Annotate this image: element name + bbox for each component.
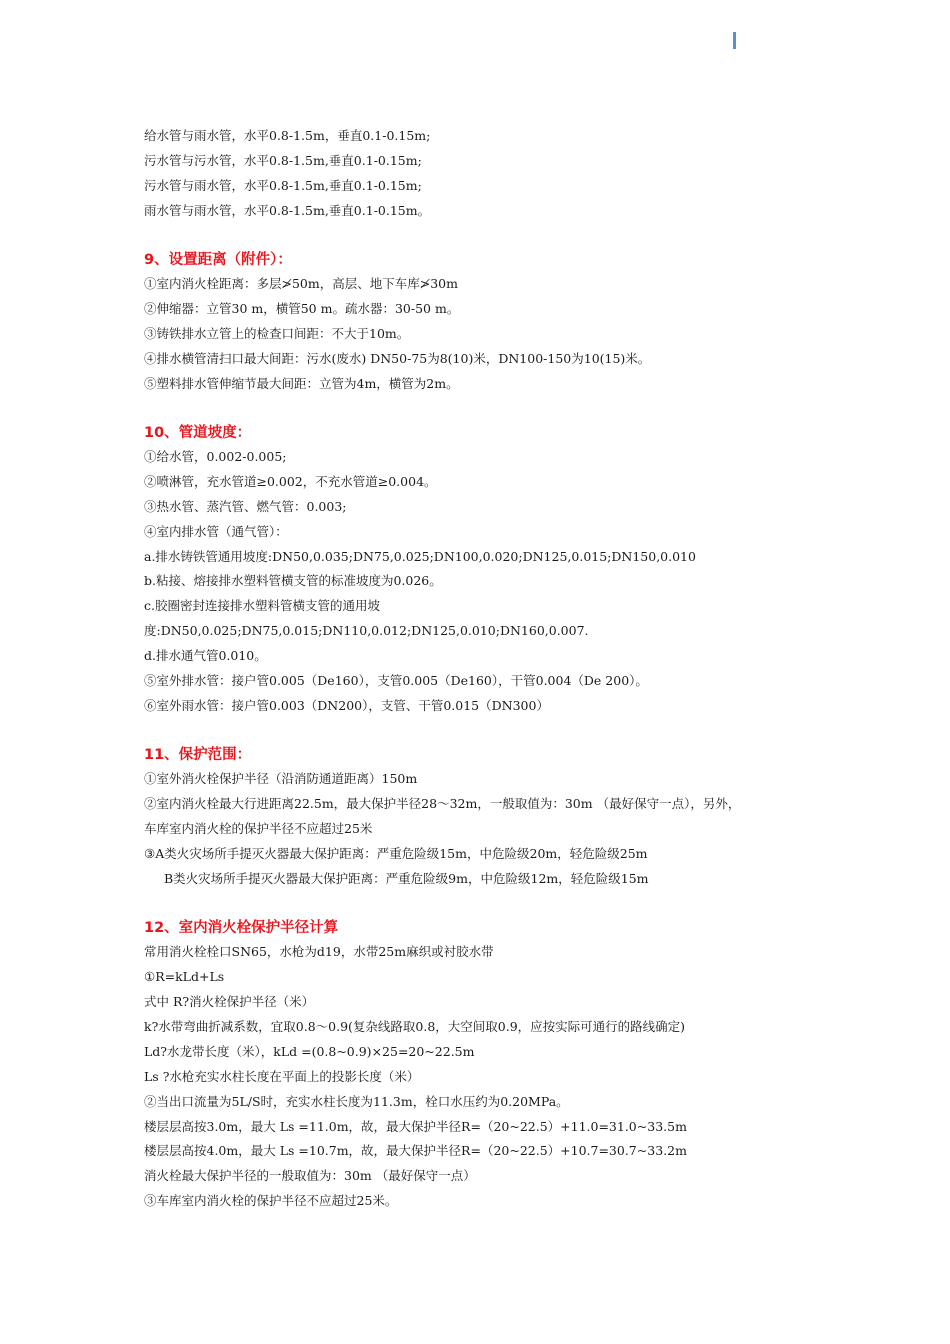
text-line: 楼层层高按4.0m，最大 Ls =10.7m，故，最大保护半径R=（20~22.5）+10.7=30.7~33.2m <box>144 1143 687 1159</box>
text-line: ③热水管、蒸汽管、燃气管：0.003; <box>144 498 347 514</box>
text-line: Ls ?水枪充实水柱长度在平面上的投影长度（米） <box>144 1068 420 1084</box>
text-line: ④室内排水管（通气管）： <box>144 523 288 539</box>
text-line: ②伸缩器：立管30 m，横管50 m。疏水器：30-50 m。 <box>144 300 460 316</box>
section-gap <box>144 892 824 917</box>
header-mark <box>733 32 736 49</box>
section-gap <box>144 224 824 249</box>
text-line: k?水带弯曲折减系数，宜取0.8～0.9(复杂线路取0.8，大空间取0.9，应按实际可通行的路线确定) <box>144 1018 686 1034</box>
text-line: ②当出口流量为5L/S时，充实水柱长度为11.3m，栓口水压约为0.20MPa。 <box>144 1093 569 1109</box>
text-line: 雨水管与雨水管，水平0.8-1.5m,垂直0.1-0.15m。 <box>144 202 431 218</box>
text-line: Ld?水龙带长度（米），kLd =(0.8~0.9)×25=20~22.5m <box>144 1043 475 1059</box>
section-gap <box>144 719 824 744</box>
section-heading: 9、设置距离（附件）： <box>144 252 292 269</box>
text-line: 给水管与雨水管，水平0.8-1.5m，垂直0.1-0.15m; <box>144 128 431 143</box>
text-line: ②室内消火栓最大行进距离22.5m，最大保护半径28～32m，一般取值为：30m （最好保守一点），另外， <box>144 796 741 812</box>
text-line: 污水管与雨水管，水平0.8-1.5m,垂直0.1-0.15m; <box>144 177 422 193</box>
document-body <box>144 124 824 1214</box>
text-line: a.排水铸铁管通用坡度:DN50,0.035;DN75,0.025;DN100,0.020;DN125,0.015;DN150,0.010 <box>144 548 696 564</box>
text-line: ③铸铁排水立管上的检查口间距：不大于10m。 <box>144 325 410 341</box>
text-line: ⑤室外排水管：接户管0.005（De160），支管0.005（De160），干管0.004（De 200）。 <box>144 673 648 689</box>
section-heading: 11、保护范围： <box>144 747 252 764</box>
text-line: ①给水管，0.002-0.005; <box>144 449 287 465</box>
text-line: b.粘接、熔接排水塑料管横支管的标准坡度为0.026。 <box>144 573 442 589</box>
text-line: 常用消火栓栓口SN65，水枪为d19，水带25m麻织或衬胶水带 <box>144 944 494 960</box>
text-line: 污水管与污水管，水平0.8-1.5m,垂直0.1-0.15m; <box>144 152 422 168</box>
text-line: ①室外消火栓保护半径（沿消防通道距离）150m <box>144 771 418 787</box>
text-line: d.排水通气管0.010。 <box>144 648 267 664</box>
text-line: ③车库室内消火栓的保护半径不应超过25米。 <box>144 1193 398 1209</box>
section-heading: 10、管道坡度： <box>144 425 252 442</box>
text-line: 式中 R?消火栓保护半径（米） <box>144 994 315 1010</box>
text-line: ⑥室外雨水管：接户管0.003（DN200），支管、干管0.015（DN300） <box>144 697 549 713</box>
text-line: B类火灾场所手提灭火器最大保护距离：严重危险级9m，中危险级12m，轻危险级15m <box>164 870 649 886</box>
text-line: 楼层层高按3.0m，最大 Ls =11.0m，故，最大保护半径R=（20~22.5）+11.0=31.0~33.5m <box>144 1118 687 1134</box>
section-gap <box>144 397 824 422</box>
text-line: ①室内消火栓距离：多层≯50m，高层、地下车库≯30m <box>144 276 458 292</box>
section-heading: 12、室内消火栓保护半径计算 <box>144 920 339 937</box>
text-line: ②喷淋管，充水管道≥0.002，不充水管道≥0.004。 <box>144 473 437 489</box>
text-line: c.胶圈密封连接排水塑料管横支管的通用坡 <box>144 598 380 614</box>
text-line: 车库室内消火栓的保护半径不应超过25米 <box>144 821 373 837</box>
text-line: ①R=kLd+Ls <box>144 969 225 985</box>
text-line: ④排水横管清扫口最大间距：污水(废水) DN50-75为8(10)米，DN100-150为10(15)米。 <box>144 350 651 366</box>
text-line: 消火栓最大保护半径的一般取值为：30m （最好保守一点） <box>144 1168 476 1184</box>
text-line: ③A类火灾场所手提灭火器最大保护距离：严重危险级15m，中危险级20m，轻危险级25m <box>144 845 648 861</box>
text-line: 度:DN50,0.025;DN75,0.015;DN110,0.012;DN125,0.010;DN160,0.007. <box>144 623 589 639</box>
text-line: ⑤塑料排水管伸缩节最大间距：立管为4m，横管为2m。 <box>144 375 459 391</box>
